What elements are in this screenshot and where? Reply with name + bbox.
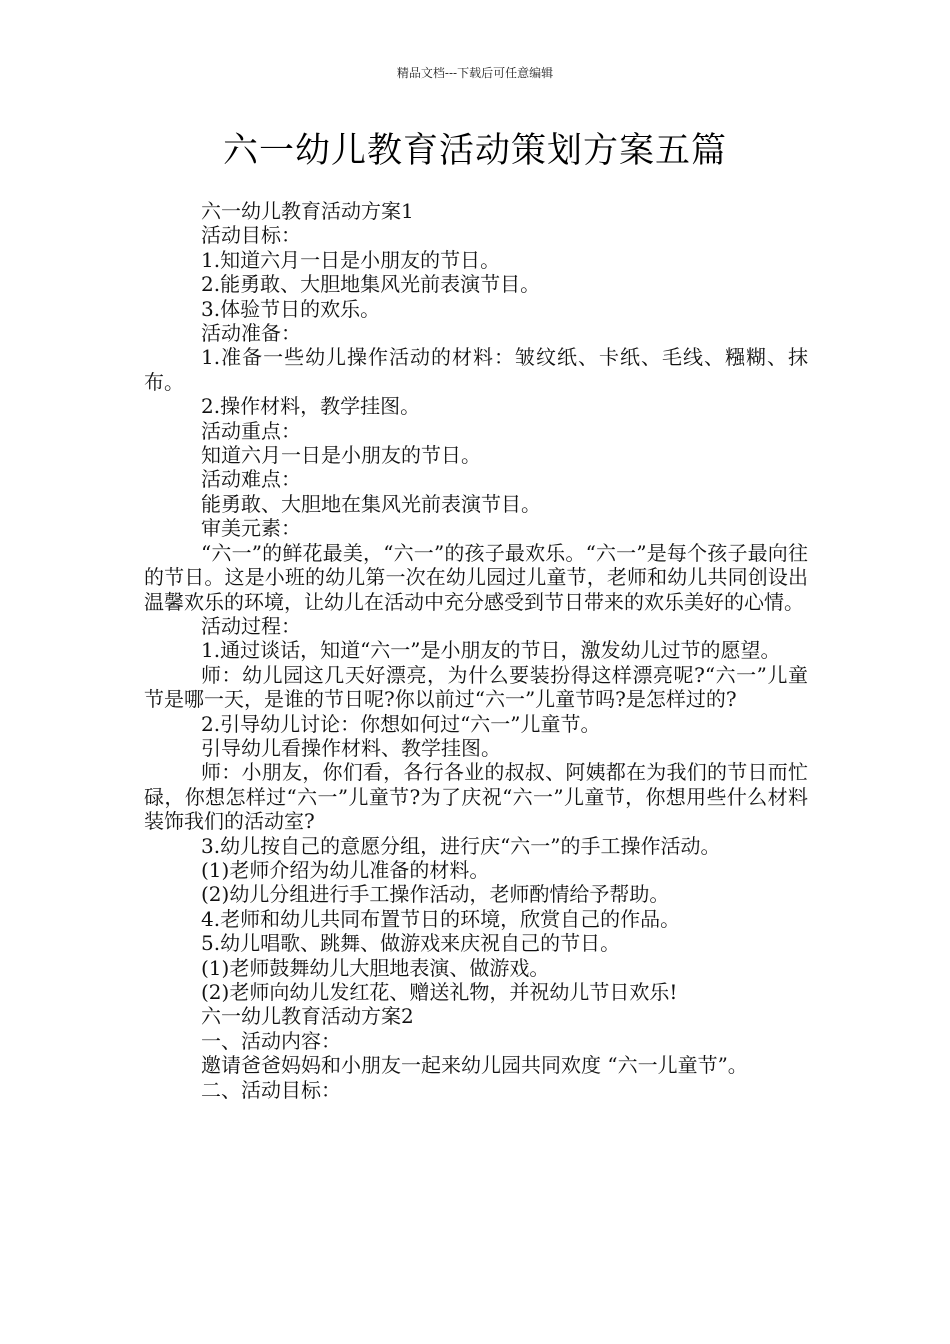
process-step-2: 2.引导幼儿讨论：你想如何过“六一”儿童节。: [201, 711, 601, 736]
aesthetic-elements-text: “六一”的鲜花最美，“六一”的孩子最欢乐。“六一”是每个孩子最向往的节日。这是小班的幼儿第一次在幼儿园过儿童节，老师和幼儿共同创设出温馨欢乐的环境，让幼儿在活动中充分感受到节日带来的欢乐美好的心情。: [144, 540, 808, 614]
activity-content-text: 邀请爸爸妈妈和小朋友一起来幼儿园共同欢度 “六一儿童节”。: [201, 1053, 748, 1078]
process-step-2-guide: 引导幼儿看操作材料、教学挂图。: [201, 735, 501, 760]
heading-activity-preparation: 活动准备：: [201, 321, 301, 346]
process-step-5: 5.幼儿唱歌、跳舞、做游戏来庆祝自己的节日。: [201, 931, 621, 956]
heading-activity-process: 活动过程：: [201, 613, 301, 638]
goal-item-1: 1.知道六月一日是小朋友的节日。: [201, 247, 501, 272]
section-heading-plan-1: 六一幼儿教育活动方案1: [201, 199, 414, 223]
process-step-1: 1.通过谈话，知道“六一”是小朋友的节日，激发幼儿过节的愿望。: [201, 638, 781, 663]
heading-activity-goals-2: 二、活动目标：: [201, 1077, 341, 1102]
process-step-4: 4.老师和幼儿共同布置节日的环境，欣赏自己的作品。: [201, 906, 681, 931]
preparation-item-2: 2.操作材料，教学挂图。: [201, 394, 421, 419]
activity-difficulty-text: 能勇敢、大胆地在集风光前表演节目。: [201, 491, 541, 516]
document-body: [144, 199, 808, 1102]
goal-item-2: 2.能勇敢、大胆地集风光前表演节目。: [201, 272, 541, 297]
heading-aesthetic-elements: 审美元素：: [201, 516, 301, 541]
process-step-5-sub-2: (2)老师向幼儿发红花、赠送礼物，并祝幼儿节日欢乐!: [201, 980, 678, 1004]
process-step-5-sub-1: (1)老师鼓舞幼儿大胆地表演、做游戏。: [201, 955, 550, 980]
page-header-note: 精品文档---下载后可任意编辑: [396, 66, 554, 80]
section-heading-plan-2: 六一幼儿教育活动方案2: [201, 1004, 414, 1029]
activity-focus-text: 知道六月一日是小朋友的节日。: [201, 443, 481, 468]
heading-activity-focus: 活动重点：: [201, 418, 301, 443]
heading-activity-content: 一、活动内容：: [201, 1028, 341, 1053]
document-title: 六一幼儿教育活动策划方案五篇: [222, 131, 727, 171]
process-step-3: 3.幼儿按自己的意愿分组，进行庆“六一”的手工操作活动。: [201, 833, 721, 858]
teacher-dialogue-2: 师：小朋友，你们看，各行各业的叔叔、阿姨都在为我们的节日而忙碌，你想怎样过“六一”儿童节?为了庆祝“六一”儿童节，你想用些什么材料装饰我们的活动室?: [144, 760, 808, 834]
process-step-3-sub-1: (1)老师介绍为幼儿准备的材料。: [201, 857, 490, 882]
preparation-item-1: 1.准备一些幼儿操作活动的材料：皱纹纸、卡纸、毛线、糨糊、抹布。: [144, 345, 808, 394]
teacher-dialogue-1: 师：幼儿园这几天好漂亮，为什么要装扮得这样漂亮呢?“六一”儿童节是哪一天，是谁的节日呢?你以前过“六一”儿童节吗?是怎样过的?: [144, 662, 808, 712]
process-step-3-sub-2: (2)幼儿分组进行手工操作活动，老师酌情给予帮助。: [201, 882, 670, 907]
goal-item-3: 3.体验节日的欢乐。: [201, 296, 381, 321]
heading-activity-difficulty: 活动难点：: [201, 467, 301, 492]
heading-activity-goals: 活动目标：: [201, 223, 301, 248]
